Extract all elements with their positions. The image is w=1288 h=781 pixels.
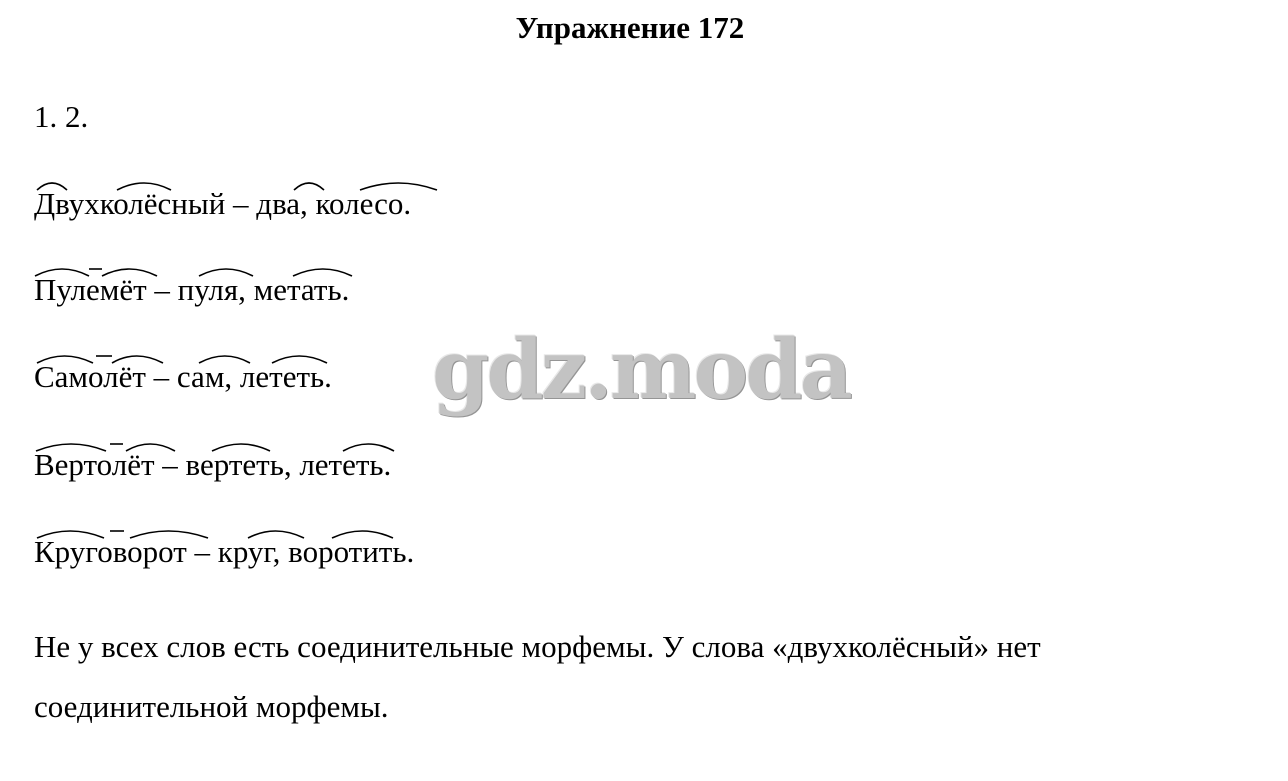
word-analysis-line: Самолёт – сам, лететь. — [34, 359, 332, 394]
exercise-title: Упражнение 172 — [515, 10, 745, 45]
word-analysis-line: Вертолёт – вертеть, лететь. — [34, 447, 392, 482]
conclusion-text: Не у всех слов есть соединительные морфемы. У слова «двухколёсный» нет соединительной морфемы. — [34, 629, 1041, 724]
task-number: 1. 2. — [34, 99, 89, 134]
word-analysis-line: Пулемёт – пуля, метать. — [34, 272, 350, 307]
word-analysis-line: Двухколёсный – два, колесо. — [34, 186, 412, 221]
watermark-logo: gdz.moda — [432, 322, 850, 418]
word-analysis-line: Круговорот – круг, воротить. — [34, 534, 415, 569]
